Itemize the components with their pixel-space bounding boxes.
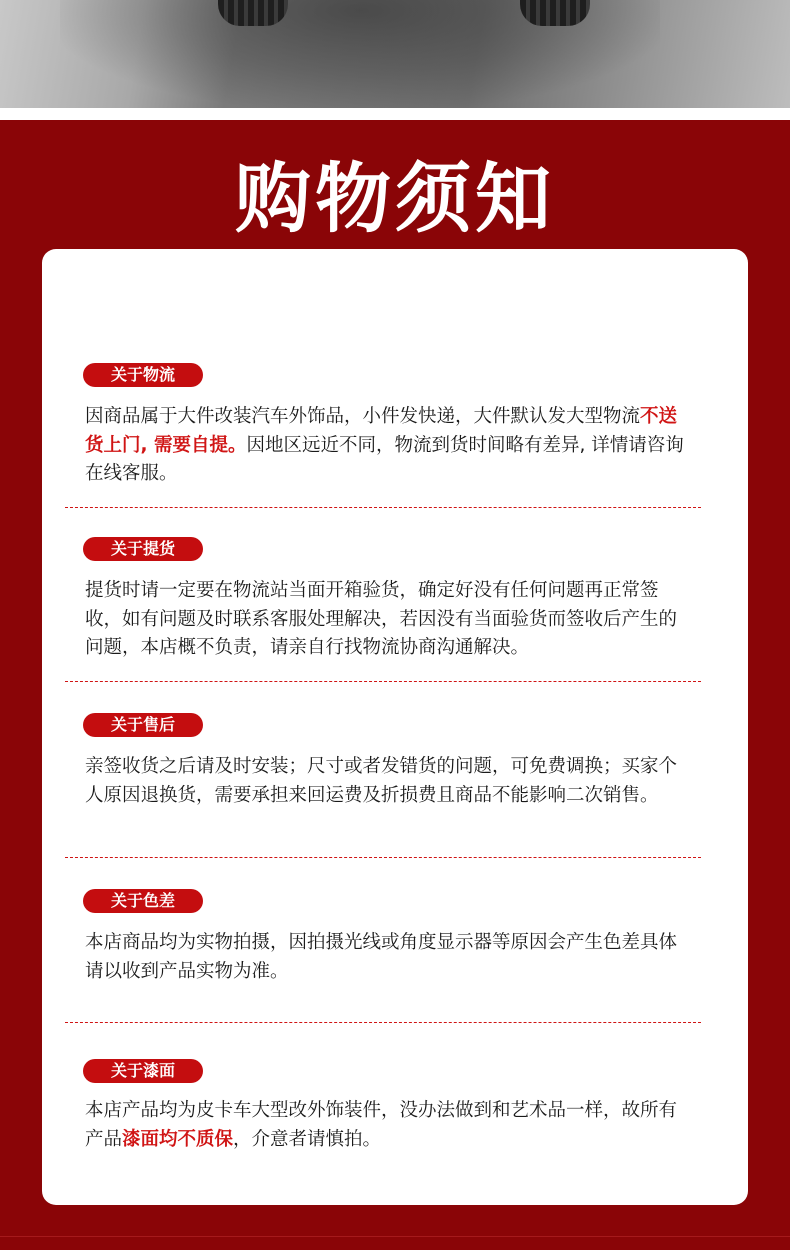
vehicle-photo-strip xyxy=(0,0,790,108)
dashed-divider xyxy=(65,857,701,858)
tire-right xyxy=(520,0,590,26)
section-tag: 关于物流 xyxy=(83,363,203,387)
highlight-text: 不送货上门, 需要自提。 xyxy=(85,406,678,456)
tire-left xyxy=(218,0,288,26)
section-text xyxy=(85,403,695,489)
section-text: 提货时请一定要在物流站当面开箱验货，确定好没有任何问题再正常签收，如有问题及时联系客服处理解决，若因没有当面验货而签收后产生的问题，本店概不负责，请亲自行找物流协商沟通解决。 xyxy=(85,580,678,658)
dashed-divider xyxy=(65,681,701,682)
text-part: 本店产品均为皮卡车大型改外饰装件，没办法做到和艺术品一样，故所有产品 xyxy=(85,1100,678,1150)
text-part: 因地区远近不同，物流到货时间略有差异, 详情请咨询在线客服。 xyxy=(85,434,684,484)
text-part: 因商品属于大件改装汽车外饰品，小件发快递，大件默认发大型物流 xyxy=(85,406,641,427)
page-title: 购物须知 xyxy=(235,154,555,243)
dashed-divider xyxy=(65,507,701,508)
section-tag: 关于提货 xyxy=(83,537,203,561)
notice-card xyxy=(42,249,748,1205)
highlight-text: 漆面均不质保 xyxy=(122,1128,234,1150)
section-text: 本店商品均为实物拍摄，因拍摄光线或角度显示器等原因会产生色差具体请以收到产品实物为准。 xyxy=(85,932,678,982)
bottom-rule xyxy=(0,1236,790,1237)
section-tag: 关于漆面 xyxy=(83,1059,203,1083)
section-text: 亲签收货之后请及时安装；尺寸或者发错货的问题，可免费调换；买家个人原因退换货，需要承担来回运费及折损费且商品不能影响二次销售。 xyxy=(85,756,678,806)
section-text xyxy=(85,1097,695,1154)
dashed-divider xyxy=(65,1022,701,1023)
section-tag: 关于售后 xyxy=(83,713,203,737)
section-tag: 关于色差 xyxy=(83,889,203,913)
text-part: ，介意者请慎拍。 xyxy=(233,1128,382,1150)
white-band xyxy=(0,108,790,120)
